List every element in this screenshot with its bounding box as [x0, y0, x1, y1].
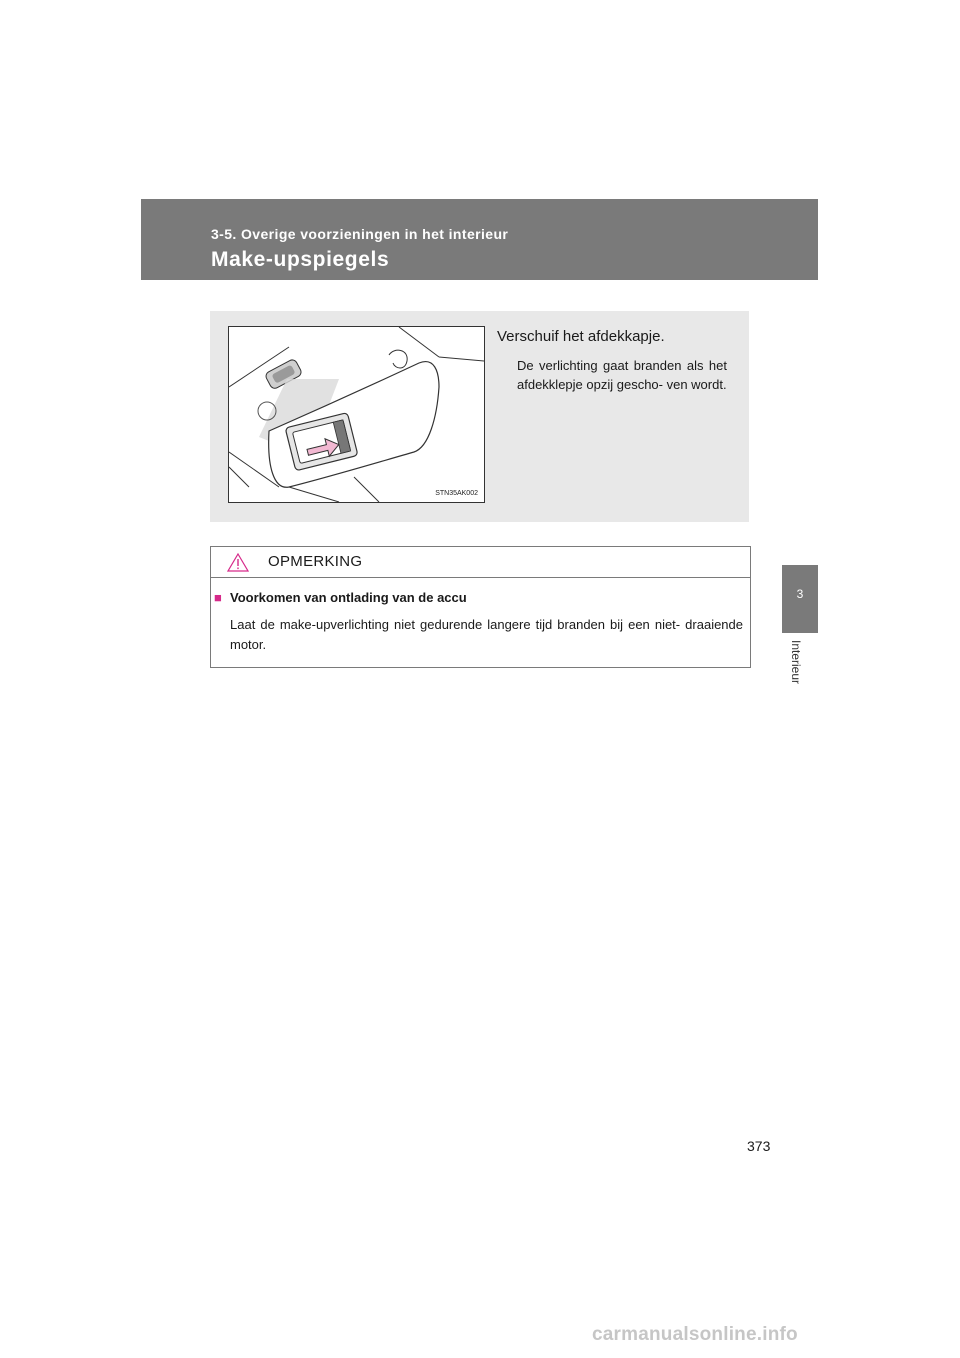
section-label: 3-5. Overige voorzieningen in het interieur [211, 226, 509, 242]
chapter-number: 3 [796, 587, 804, 601]
step-panel [210, 311, 749, 522]
section-header [141, 199, 818, 280]
notice-box [210, 546, 751, 668]
step-description: De verlichting gaat branden als het afdekklepje opzij gescho- ven wordt. [517, 358, 727, 392]
figure-code: STN35AK002 [435, 490, 478, 497]
step-heading: Verschuif het afdekkapje. [497, 328, 665, 345]
chapter-tab [782, 565, 818, 633]
page-number: 373 [747, 1138, 771, 1154]
chapter-name: Interieur [789, 640, 803, 685]
notice-title: OPMERKING [268, 553, 363, 570]
notice-header [211, 547, 750, 578]
watermark: carmanualsonline.info [592, 1324, 798, 1345]
notice-subheading: Voorkomen van ontlading van de accu [230, 590, 467, 605]
page-title: Make-upspiegels [211, 248, 390, 271]
sun-visor-illustration [228, 326, 485, 503]
notice-text: Laat de make-upverlichting niet gedurende langere tijd branden bij een niet- draaiende motor. [230, 617, 743, 652]
sun-visor-mirror-image [229, 327, 484, 502]
warning-triangle-icon [227, 553, 249, 572]
bullet-square-icon: ■ [214, 590, 222, 605]
